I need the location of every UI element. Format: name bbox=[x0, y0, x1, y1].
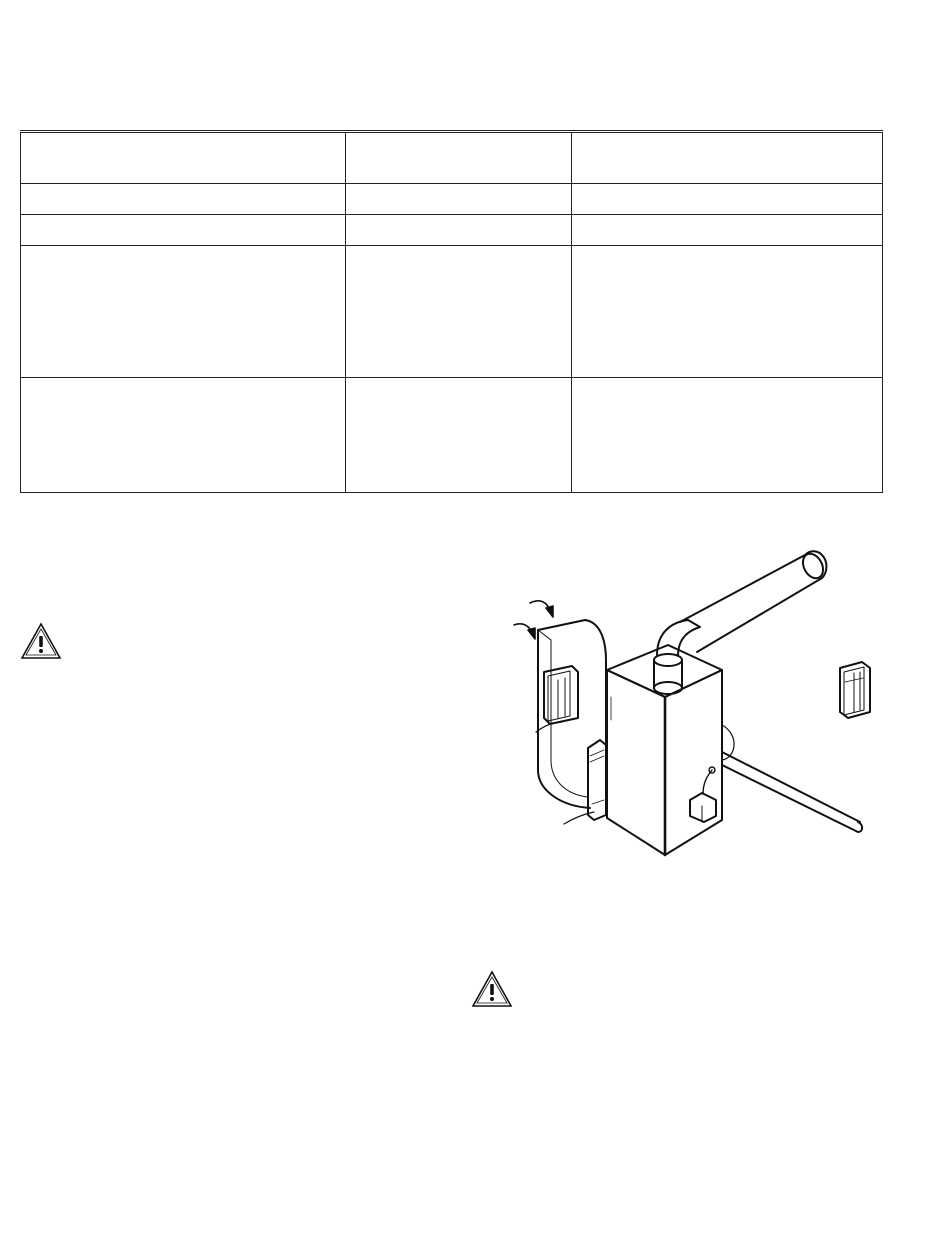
table-cell bbox=[572, 132, 883, 184]
table-row bbox=[21, 184, 883, 215]
vent-pipe bbox=[654, 550, 827, 694]
table-cell bbox=[346, 132, 572, 184]
furnace-figure bbox=[500, 540, 880, 870]
junction-box bbox=[690, 767, 716, 822]
table-row bbox=[21, 215, 883, 246]
spec-table bbox=[20, 130, 883, 493]
supply-pipe bbox=[722, 725, 862, 832]
table-cell bbox=[346, 184, 572, 215]
table-cell bbox=[572, 215, 883, 246]
warning-triangle-icon bbox=[20, 622, 62, 660]
table-row bbox=[21, 378, 883, 493]
table-row bbox=[21, 132, 883, 184]
table-row bbox=[21, 246, 883, 378]
airflow-arrows bbox=[514, 601, 553, 639]
table-cell bbox=[21, 184, 346, 215]
table-cell bbox=[572, 184, 883, 215]
table-cell bbox=[21, 215, 346, 246]
table-cell bbox=[346, 378, 572, 493]
table-cell bbox=[572, 246, 883, 378]
table-cell bbox=[346, 215, 572, 246]
leader-lines bbox=[536, 722, 594, 824]
table-cell bbox=[21, 378, 346, 493]
air-cleaner-panel bbox=[544, 666, 578, 724]
table-cell bbox=[572, 378, 883, 493]
table-cell bbox=[21, 132, 346, 184]
warning-triangle-icon bbox=[471, 970, 513, 1008]
table-cell bbox=[21, 246, 346, 378]
furnace-cabinet bbox=[607, 645, 722, 855]
table-cell bbox=[346, 246, 572, 378]
thermostat-icon bbox=[840, 662, 870, 718]
